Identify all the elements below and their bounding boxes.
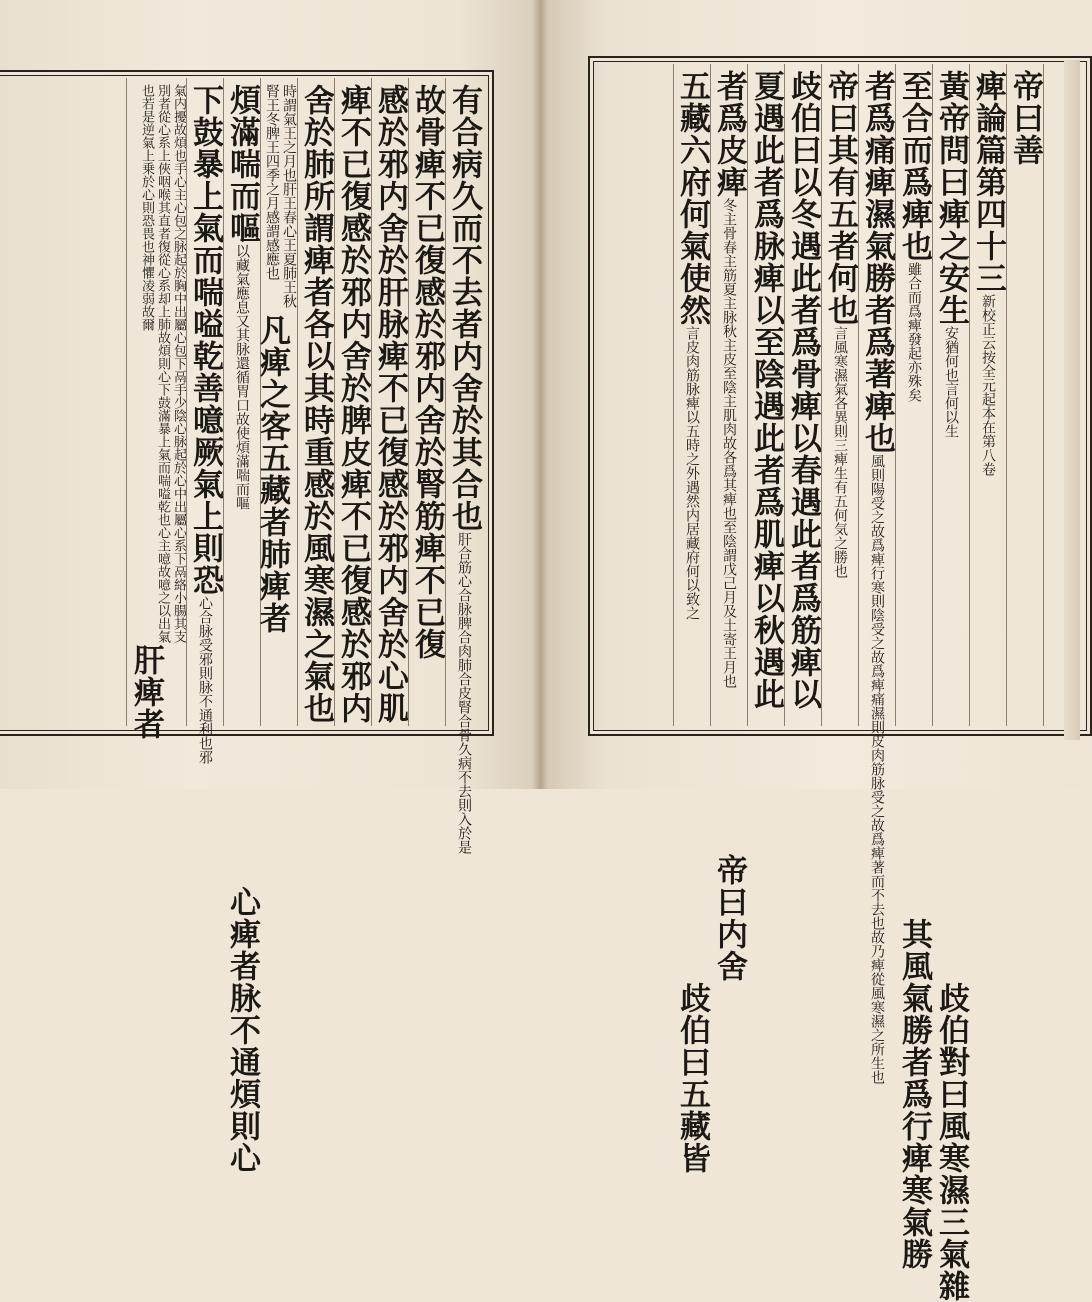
main-text: 五藏六府何氣使然: [674, 70, 710, 326]
text-column: [821, 64, 858, 726]
main-text: 至合而爲痺也: [896, 70, 932, 262]
text-column: [895, 64, 932, 1270]
text-column: [126, 78, 186, 740]
main-text: 歧伯曰以冬遇此者爲骨痺以春遇此者爲筋痺以: [785, 70, 821, 710]
right-page-text: [596, 64, 1080, 1302]
annotation: 新校正云按全元起本在第八卷: [980, 294, 996, 476]
next-page-edge: [1064, 60, 1080, 740]
main-text: 故骨痺不已復感於邪内舍於腎筋痺不已復: [409, 84, 445, 660]
main-text: 帝曰内舍: [711, 854, 747, 982]
annotation: 言風寒濕氣各異則三痺生有五何気之勝也: [832, 326, 848, 578]
main-text: 黃帝問曰痺之安生: [933, 70, 969, 326]
annotation: 雖合而爲痺發起亦殊矣: [906, 262, 922, 402]
annotation: 肝合筋心合脉脾合肉肺合皮腎合骨久病不去則入於是: [456, 532, 472, 854]
main-text: 歧伯曰五藏皆: [674, 982, 710, 1174]
main-text: 肝痺者: [128, 644, 164, 740]
book-gutter: [532, 0, 548, 789]
main-text: 夏遇此者爲脉痺以至陰遇此者爲肌痺以秋遇此: [748, 70, 784, 710]
main-text: 帝曰其有五者何也: [822, 70, 858, 326]
annotation: 心合脉受邪則脉不通利也邪: [197, 596, 213, 764]
text-column: [710, 64, 747, 982]
main-text: 者爲痛痺濕氣勝者爲著痺也: [859, 70, 895, 454]
main-text: 有合病久而不去者内舍於其合也: [446, 84, 482, 532]
text-column: [1006, 64, 1043, 726]
annotation: 氣内擾故煩也手心主心包之脉起於胸中出屬心包下鬲手少陰心脉起於心中出屬心系下鬲絡小腸其支別者從心系上俠咽喉其直者復從心系却上肺故煩則心下鼓滿暴上氣而喘嗌乾也心主噫故噫之以出氣也若是逆氣上乗於心則恐畏也神懼凌弱故爾: [139, 84, 186, 643]
annotation: 風則陽受之故爲痺行寒則陰受之故爲痺痛濕則皮肉筋脉受之故爲痺著而不去也故乃痺從風寒濕之所生也: [869, 454, 885, 1084]
annotation: 以藏氣應息又其脉還循胃口故使煩滿喘而嘔: [234, 244, 250, 510]
text-column: [445, 78, 482, 854]
annotation: 冬主骨春主筋夏主脉秋主皮至陰主肌肉故各爲其痺也至陰謂戊己月及土寄王月也: [721, 198, 737, 688]
main-text: 凡痺之客五藏者肺痺者: [254, 314, 290, 634]
text-column: [297, 78, 334, 726]
text-column: [371, 78, 408, 726]
main-text: 其風氣勝者爲行痺寒氣勝: [896, 918, 932, 1270]
main-text: 者爲皮痺: [711, 70, 747, 198]
text-column: [858, 64, 895, 1084]
text-column: [747, 64, 784, 726]
main-text: 下鼓暴上氣而喘嗌乾善噫厥氣上則恐: [187, 84, 223, 596]
text-column: [254, 78, 297, 726]
text-column: [186, 78, 223, 764]
text-column: [673, 64, 710, 1174]
main-text: 感於邪内舍於肝脉痺不已復感於邪内舍於心肌: [372, 84, 408, 724]
annotation: 安猶何也言何以生: [943, 326, 959, 438]
main-text: 帝曰善: [1007, 70, 1043, 166]
main-text: 痺不已復感於邪内舍於脾皮痺不已復感於邪内: [335, 84, 371, 724]
annotation: 時謂氣王之月也肝王春心王夏肺王秋腎王冬脾王四季之月感謂感應也: [264, 84, 297, 308]
main-text: 舍於肺所謂痺者各以其時重感於風寒濕之氣也: [298, 84, 334, 724]
text-column: [334, 78, 371, 726]
annotation: 言皮肉筋脉痺以五時之外遇然内居藏府何以致之: [684, 326, 700, 620]
left-page-text: [0, 78, 482, 1174]
chapter-title: 痺論篇第四十三: [970, 70, 1006, 294]
main-text: 煩滿喘而嘔: [224, 84, 260, 244]
text-column: [784, 64, 821, 726]
text-column: [969, 64, 1006, 726]
text-column: [408, 78, 445, 726]
main-text: 歧伯對曰風寒濕三氣雜: [933, 982, 969, 1302]
main-text: 心痺者脉不通煩則心: [224, 886, 260, 1174]
